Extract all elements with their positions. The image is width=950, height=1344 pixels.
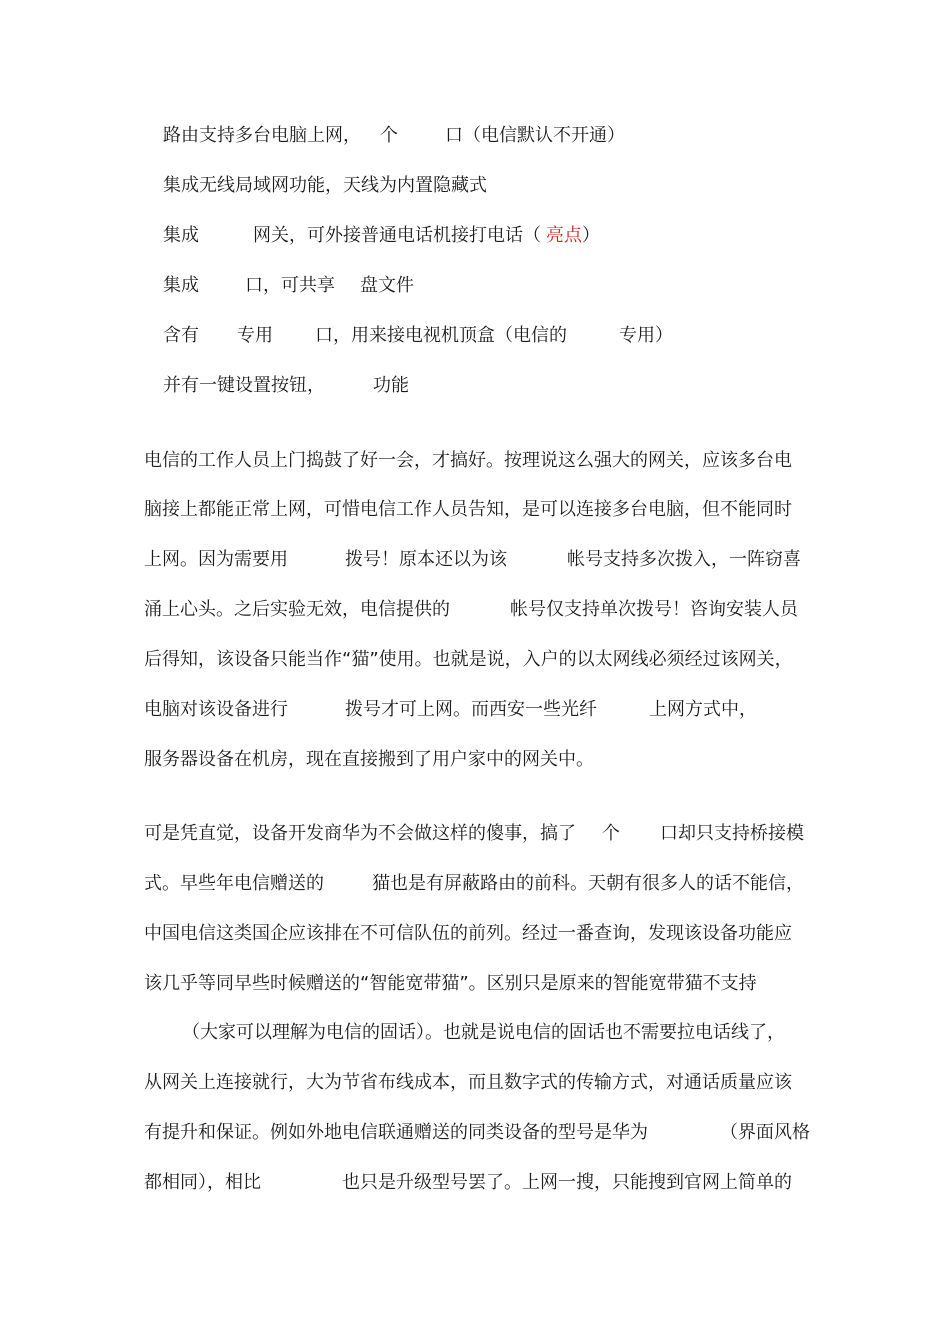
feature-5d: 专用） [619, 325, 673, 346]
para1-line-3b: 拨号！原本还以为该 [345, 549, 507, 570]
para2-line-2b: 猫也是有屏蔽路由的前科。天朝有很多人的话不能信， [372, 873, 804, 894]
feature-6b: 功能 [373, 375, 409, 396]
para2-line-1c: 口却只支持桥接模 [660, 823, 804, 844]
para1-line-2: 脑接上都能正常上网，可惜电信工作人员告知，是可以连接多台电脑，但不能同时 [144, 499, 792, 520]
feature-5a: 含有 [163, 325, 199, 346]
para1-line-3a: 上网。因为需要用 [144, 549, 288, 570]
feature-1b: 个 [380, 125, 398, 146]
para2-line-3: 中国电信这类国企应该排在不可信队伍的前列。经过一番查询，发现该设备功能应 [144, 923, 792, 944]
para2-line-1a: 可是凭直觉，设备开发商华为不会做这样的傻事，搞了 [144, 823, 576, 844]
para1-line-5: 后得知，该设备只能当作“猫”使用。也就是说，入户的以太网线必须经过该网关， [144, 649, 793, 670]
feature-3b: 网关，可外接普通电话机接打电话（ [253, 225, 541, 246]
feature-4b: 口，可共享 [245, 275, 335, 296]
para2-line-8b: 也只是升级型号罢了。上网一搜，只能搜到官网上简单的 [342, 1172, 792, 1193]
feature-3c: ） [582, 225, 600, 246]
para1-line-4a: 涌上心头。之后实验无效，电信提供的 [144, 599, 450, 620]
feature-4a: 集成 [163, 275, 199, 296]
para2-line-5: （大家可以理解为电信的固话）。也就是说电信的固话也不需要拉电话线了， [182, 1022, 785, 1043]
para2-line-7a: 有提升和保证。例如外地电信联通赠送的同类设备的型号是华为 [144, 1122, 648, 1143]
para2-line-1b: 个 [602, 823, 620, 844]
feature-1c: 口（电信默认不开通） [445, 125, 625, 146]
feature-5b: 专用 [237, 325, 273, 346]
feature-5c: 口，用来接电视机顶盒（电信的 [315, 325, 567, 346]
para2-line-6: 从网关上连接就行，大为节省布线成本，而且数字式的传输方式，对通话质量应该 [144, 1072, 792, 1093]
para2-line-7b: （界面风格 [720, 1122, 810, 1143]
para2-line-4: 该几乎等同早些时候赠送的“智能宽带猫”。区别只是原来的智能宽带猫不支持 [144, 973, 757, 994]
para2-line-2a: 式。早些年电信赠送的 [144, 873, 324, 894]
para1-line-1: 电信的工作人员上门捣鼓了好一会，才搞好。按理说这么强大的网关，应该多台电 [144, 450, 792, 471]
para1-line-6a: 电脑对该设备进行 [144, 699, 288, 720]
feature-3a: 集成 [163, 225, 199, 246]
feature-3-highlight: 亮点 [546, 225, 582, 246]
para1-line-6b: 拨号才可上网。而西安一些光纤 [345, 699, 597, 720]
feature-2: 集成无线局域网功能，天线为内置隐藏式 [163, 175, 487, 196]
para1-line-6c: 上网方式中， [649, 699, 757, 720]
para1-line-3c: 帐号支持多次拨入，一阵窃喜 [567, 549, 801, 570]
para1-line-7: 服务器设备在机房，现在直接搬到了用户家中的网关中。 [144, 749, 594, 770]
feature-4c: 盘文件 [360, 275, 414, 296]
para1-line-4b: 帐号仅支持单次拨号！咨询安装人员 [510, 599, 798, 620]
para2-line-8a: 都相同），相比 [144, 1172, 261, 1193]
feature-6a: 并有一键设置按钮， [163, 375, 325, 396]
feature-1a: 路由支持多台电脑上网， [163, 125, 361, 146]
